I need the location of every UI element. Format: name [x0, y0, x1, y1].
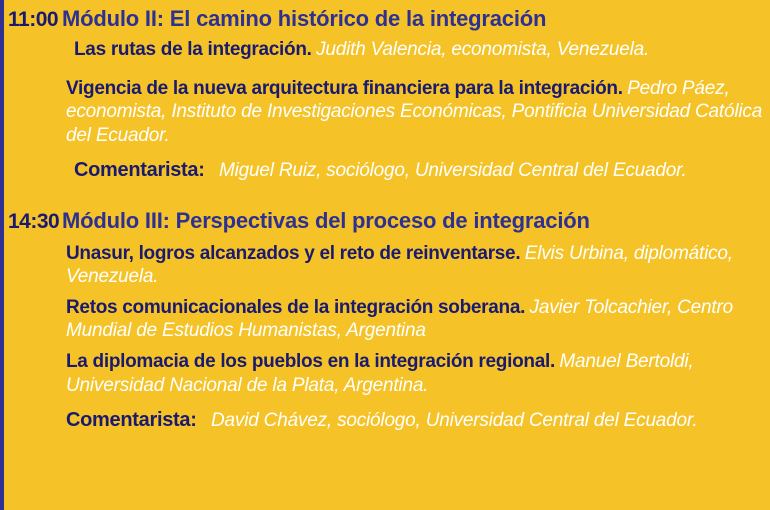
module-title: Módulo III: Perspectivas del proceso de integración [62, 207, 590, 233]
talk-item [66, 350, 764, 396]
talk-title: Unasur, logros alcanzados y el reto de reinventarse. [66, 242, 521, 264]
commenter-name: David Chávez, sociólogo, Universidad Central del Ecuador. [211, 409, 698, 431]
talk-list [0, 242, 770, 432]
commenter-row [66, 409, 764, 432]
talk-speaker: Pedro Páez, economista, Instituto de Investigaciones Económicas, Pontificia Universidad Católica del Ecuador. [66, 78, 763, 146]
commenter-label: Comentarista: [66, 408, 197, 431]
module-block [0, 0, 770, 182]
talk-speaker: Manuel Bertoldi, Universidad Nacional de la Plata, Argentina. [66, 351, 694, 396]
commenter-row [66, 159, 764, 182]
talk-list [0, 38, 770, 182]
talk-title: La diplomacia de los pueblos en la integración regional. [66, 351, 555, 373]
module-header [0, 6, 770, 32]
commenter-name: Miguel Ruiz, sociólogo, Universidad Central del Ecuador. [219, 159, 687, 181]
talk-title: Retos comunicacionales de la integración soberana. [66, 297, 526, 319]
talk-item [66, 296, 764, 342]
talk-title: Vigencia de la nueva arquitectura financiera para la integración. [66, 78, 623, 100]
module-block [0, 182, 770, 432]
module-title: Módulo II: El camino histórico de la integración [62, 6, 547, 31]
talk-speaker: Elvis Urbina, diplomático, Venezuela. [66, 242, 733, 287]
talk-item [66, 242, 764, 288]
module-time: 14:30 [8, 209, 60, 233]
talk-item [66, 77, 764, 147]
talk-title: Las rutas de la integración. [74, 39, 312, 60]
talk-speaker: Judith Valencia, economista, Venezuela. [316, 39, 650, 60]
talk-speaker: Javier Tolcachier, Centro Mundial de Estudios Humanistas, Argentina [66, 297, 733, 342]
talk-item [66, 38, 764, 61]
module-time: 11:00 [8, 8, 59, 31]
commenter-label: Comentarista: [74, 158, 205, 181]
module-header [0, 208, 770, 234]
